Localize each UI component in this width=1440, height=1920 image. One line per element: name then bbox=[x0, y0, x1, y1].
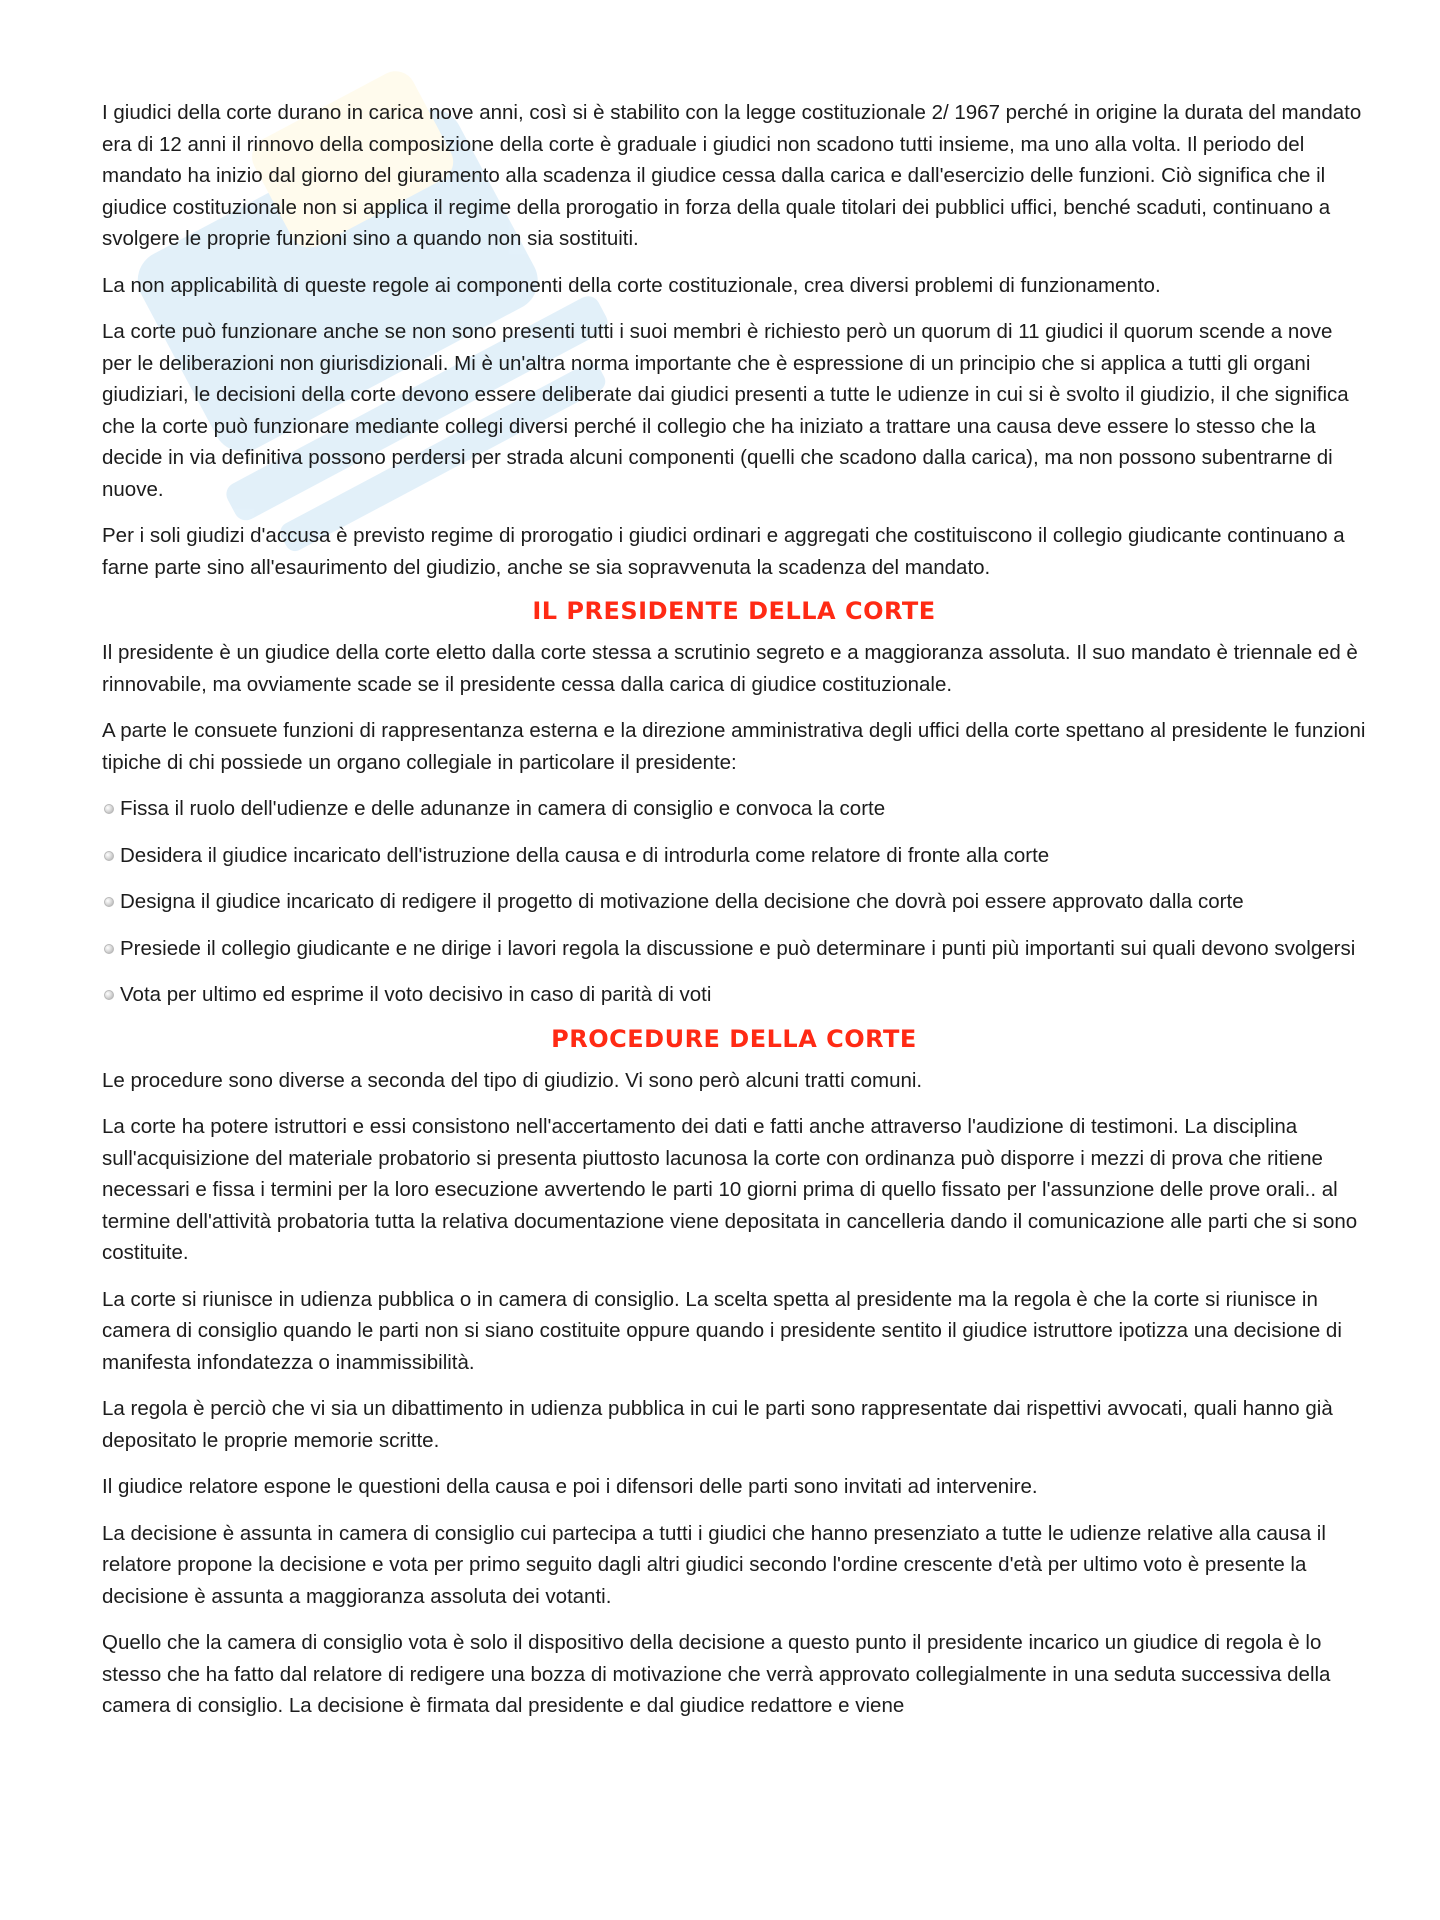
paragraph: La corte può funzionare anche se non sono presenti tutti i suoi membri è richiesto però un quorum di 11 giudici il quorum scende a nove per le deliberazioni non giurisdizionali. Mi è un'altra norma importante che è espressione di un principio che si applica a tutti gli organi giudiziari, le decisioni della corte devono essere deliberate dai giudici presenti a tutte le udienze in cui si è svolto il giudizio, il che significa che la corte può funzionare mediante collegi diversi perché il collegio che ha iniziato a trattare una causa deve essere lo stesso che la decide in via definitiva possono perdersi per strada alcuni componenti (quelli che scadono dalla carica), ma non possono subentrarne di nuove. bbox=[102, 320, 1349, 501]
section-heading-procedures: PROCEDURE DELLA CORTE bbox=[551, 1024, 917, 1053]
list-item bbox=[102, 933, 1366, 965]
bullet-icon bbox=[104, 990, 114, 1000]
list-item bbox=[102, 840, 1366, 872]
paragraph: La corte ha potere istruttori e essi consistono nell'accertamento dei dati e fatti anche attraverso l'audizione di testimoni. La disciplina sull'acquisizione del materiale probatorio si presenta piuttosto lacunosa la corte con ordinanza può disporre i mezzi di prova che ritiene necessari e fissa i termini per la loro esecuzione avvertendo le parti 10 giorni prima di quello fissato per l'assunzione delle prove orali.. al termine dell'attività probatoria tutta la relativa documentazione viene depositata in cancelleria dando il comunicazione alle parti che si sono costituite. bbox=[102, 1115, 1358, 1264]
list-item bbox=[102, 886, 1366, 918]
bullet-icon bbox=[104, 851, 114, 861]
paragraph: I giudici della corte durano in carica nove anni, così si è stabilito con la legge costituzionale 2/ 1967 perché in origine la durata del mandato era di 12 anni il rinnovo della composizione della corte è graduale i giudici non scadono tutti insieme, ma uno alla volta. Il periodo del mandato ha inizio dal giorno del giuramento alla scadenza il giudice cessa dalla carica e dall'esercizio delle funzioni. Ciò significa che il giudice costituzionale non si applica il regime della prorogatio in forza della quale titolari dei pubblici uffici, benché scaduti, continuano a svolgere le proprie funzioni sino a quando non sia sostituiti. bbox=[102, 101, 1362, 250]
list-item bbox=[102, 793, 1366, 825]
paragraph: Per i soli giudizi d'accusa è previsto regime di prorogatio i giudici ordinari e aggregati che costituiscono il collegio giudicante continuano a farne parte sino all'esaurimento del giudizio, anche se sia sopravvenuta la scadenza del mandato. bbox=[102, 524, 1345, 579]
list-item-text: Vota per ultimo ed esprime il voto decisivo in caso di parità di voti bbox=[120, 983, 712, 1006]
list-item-text: Fissa il ruolo dell'udienze e delle adunanze in camera di consiglio e convoca la corte bbox=[120, 797, 886, 820]
paragraph: La non applicabilità di queste regole ai componenti della corte costituzionale, crea diversi problemi di funzionamento. bbox=[102, 273, 1161, 297]
list-item-text: Designa il giudice incaricato di redigere il progetto di motivazione della decisione che dovrà poi essere approvato dalla corte bbox=[120, 890, 1244, 913]
list-item bbox=[102, 979, 1366, 1011]
document-body bbox=[102, 97, 1366, 1737]
paragraph: Quello che la camera di consiglio vota è solo il dispositivo della decisione a questo punto il presidente incarico un giudice di regola è lo stesso che ha fatto dal relatore di redigere una bozza di motivazione che verrà approvato collegialmente in una seduta successiva della camera di consiglio. La decisione è firmata dal presidente e dal giudice redattore e viene bbox=[102, 1631, 1331, 1717]
paragraph: A parte le consuete funzioni di rappresentanza esterna e la direzione amministrativa degli uffici della corte spettano al presidente le funzioni tipiche di chi possiede un organo collegiale in particolare il presidente: bbox=[102, 719, 1366, 774]
list-item-text: Presiede il collegio giudicante e ne dirige i lavori regola la discussione e può determinare i punti più importanti sui quali devono svolgersi bbox=[120, 936, 1356, 960]
bullet-icon bbox=[104, 897, 114, 907]
paragraph: La decisione è assunta in camera di consiglio cui partecipa a tutti i giudici che hanno presenziato a tutte le udienze relative alla causa il relatore propone la decisione e vota per primo seguito dagli altri giudici secondo l'ordine crescente d'età per ultimo voto è presente la decisione è assunta a maggioranza assoluta dei votanti. bbox=[102, 1521, 1326, 1608]
section-heading-president: IL PRESIDENTE DELLA CORTE bbox=[532, 597, 936, 625]
president-functions-list bbox=[102, 793, 1366, 1011]
paragraph: Le procedure sono diverse a seconda del tipo di giudizio. Vi sono però alcuni tratti comuni. bbox=[102, 1068, 923, 1092]
paragraph: Il giudice relatore espone le questioni della causa e poi i difensori delle parti sono invitati ad intervenire. bbox=[102, 1475, 1038, 1498]
list-item-text: Desidera il giudice incaricato dell'istruzione della causa e di introdurla come relatore di fronte alla corte bbox=[120, 843, 1050, 867]
paragraph: La regola è perciò che vi sia un dibattimento in udienza pubblica in cui le parti sono rappresentate dai rispettivi avvocati, quali hanno già depositato le proprie memorie scritte. bbox=[102, 1397, 1333, 1452]
paragraph: Il presidente è un giudice della corte eletto dalla corte stessa a scrutinio segreto e a maggioranza assoluta. Il suo mandato è triennale ed è rinnovabile, ma ovviamente scade se il presidente cessa dalla carica di giudice costituzionale. bbox=[102, 641, 1358, 696]
bullet-icon bbox=[104, 804, 114, 814]
bullet-icon bbox=[104, 944, 114, 954]
paragraph: La corte si riunisce in udienza pubblica o in camera di consiglio. La scelta spetta al presidente ma la regola è che la corte si riunisce in camera di consiglio quando le parti non si siano costituite oppure quando i presidente sentito il giudice istruttore ipotizza una decisione di manifesta infondatezza o inammissibilità. bbox=[102, 1287, 1342, 1374]
